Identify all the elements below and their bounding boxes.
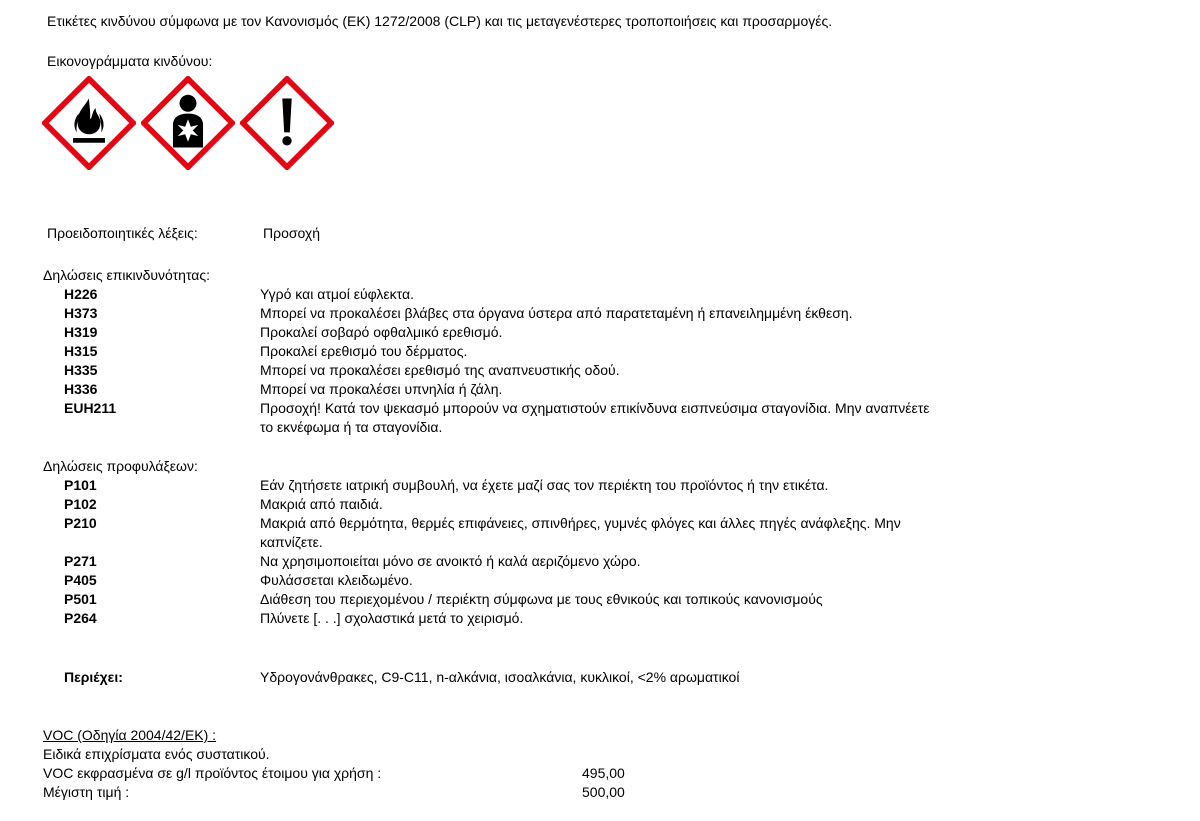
precaution-text: Εάν ζητήσετε ιατρική συμβουλή, να έχετε μαζί σας τον περιέκτη του προϊόντος ή την ετικέτα.	[260, 477, 829, 493]
hazard-row	[0, 285, 1200, 304]
precaution-row	[0, 609, 1200, 628]
hazard-text: Μπορεί να προκαλέσει υπνηλία ή ζάλη.	[260, 381, 503, 397]
hazard-code: H373	[64, 305, 98, 321]
hazard-text: Προσοχή! Κατά τον ψεκασμό μπορούν να σχηματιστούν επικίνδυνα εισπνεύσιμα σταγονίδια. Μην αναπνέετε	[260, 400, 930, 416]
precaution-code: P501	[64, 591, 97, 607]
voc-line1: Ειδικά επιχρίσματα ενός συστατικού.	[43, 746, 270, 762]
signal-word-value: Προσοχή	[263, 225, 321, 241]
hazard-row	[0, 304, 1200, 323]
precaution-text: Μακριά από θερμότητα, θερμές επιφάνειες, σπινθήρες, γυμνές φλόγες και άλλες πηγές ανάφλεξης. Μην	[260, 515, 901, 531]
hazard-code: H319	[64, 324, 98, 340]
hazard-row	[0, 380, 1200, 399]
precaution-text: Να χρησιμοποιείται μόνο σε ανοικτό ή καλά αεριζόμενο χώρο.	[260, 553, 641, 569]
contains-value: Υδρογονάνθρακες, C9-C11, n-αλκάνια, ισοαλκάνια, κυκλικοί, <2% αρωματικοί	[260, 669, 740, 685]
hazard-statements-label: Δηλώσεις επικινδυνότητας:	[43, 267, 211, 283]
precaution-row	[0, 476, 1200, 495]
hazard-row	[0, 361, 1200, 380]
hazard-code: H336	[64, 381, 98, 397]
hazard-text: Προκαλεί σοβαρό οφθαλμικό ερεθισμό.	[260, 324, 503, 340]
precaution-row	[0, 590, 1200, 609]
precaution-text-continuation: καπνίζετε.	[260, 534, 323, 550]
voc-title: VOC (Οδηγία 2004/42/ΕΚ) :	[43, 727, 217, 743]
hazard-row	[0, 399, 1200, 418]
exclamation-pictogram-icon	[240, 76, 334, 170]
hazard-text: Υγρό και ατμοί εύφλεκτα.	[260, 286, 414, 302]
flame-pictogram-icon	[42, 76, 136, 170]
precautionary-statements-label: Δηλώσεις προφυλάξεων:	[43, 458, 198, 474]
precaution-code: P101	[64, 477, 97, 493]
precaution-code: P210	[64, 515, 97, 531]
contains-label: Περιέχει:	[64, 669, 123, 685]
precaution-text: Μακριά από παιδιά.	[260, 496, 383, 512]
health-hazard-pictogram-icon	[141, 76, 235, 170]
precaution-code: P102	[64, 496, 97, 512]
precaution-text: Φυλάσσεται κλειδωμένο.	[260, 572, 413, 588]
precaution-text: Διάθεση του περιεχομένου / περιέκτη σύμφωνα με τους εθνικούς και τοπικούς κανονισμούς	[260, 591, 823, 607]
precaution-row	[0, 571, 1200, 590]
precaution-row-continuation	[0, 533, 1200, 552]
signal-word-label: Προειδοποιητικές λέξεις:	[47, 225, 198, 241]
hazard-row	[0, 342, 1200, 361]
hazard-row-continuation	[0, 418, 1200, 437]
hazard-code: EUH211	[64, 400, 117, 416]
hazard-text: Προκαλεί ερεθισμό του δέρματος.	[260, 343, 468, 359]
hazard-row	[0, 323, 1200, 342]
pictograms-label: Εικονογράμματα κινδύνου:	[47, 53, 213, 69]
precaution-row	[0, 552, 1200, 571]
precaution-text: Πλύνετε [. . .] σχολαστικά μετά το χειρισμό.	[260, 610, 524, 626]
precaution-code: P405	[64, 572, 97, 588]
precaution-code: P271	[64, 553, 97, 569]
voc-content-value: 495,00	[582, 765, 625, 781]
hazard-code: H226	[64, 286, 98, 302]
precaution-row	[0, 495, 1200, 514]
hazard-code: H315	[64, 343, 98, 359]
voc-content-label: VOC εκφρασμένα σε g/l προϊόντος έτοιμου για χρήση :	[43, 765, 382, 781]
hazard-text-continuation: το εκνέφωμα ή τα σταγονίδια.	[260, 419, 443, 435]
precaution-row	[0, 514, 1200, 533]
document-header: Ετικέτες κινδύνου σύμφωνα με τον Κανονισμός (ΕΚ) 1272/2008 (CLP) και τις μεταγενέστερες τροποποιήσεις και προσαρμογές.	[47, 13, 833, 29]
hazard-text: Μπορεί να προκαλέσει βλάβες στα όργανα ύστερα από παρατεταμένη ή επανειλημμένη έκθεση.	[260, 305, 853, 321]
voc-max-label: Μέγιστη τιμή :	[43, 784, 130, 800]
hazard-text: Μπορεί να προκαλέσει ερεθισμό της αναπνευστικής οδού.	[260, 362, 620, 378]
precaution-code: P264	[64, 610, 97, 626]
hazard-code: H335	[64, 362, 98, 378]
voc-max-value: 500,00	[582, 784, 625, 800]
